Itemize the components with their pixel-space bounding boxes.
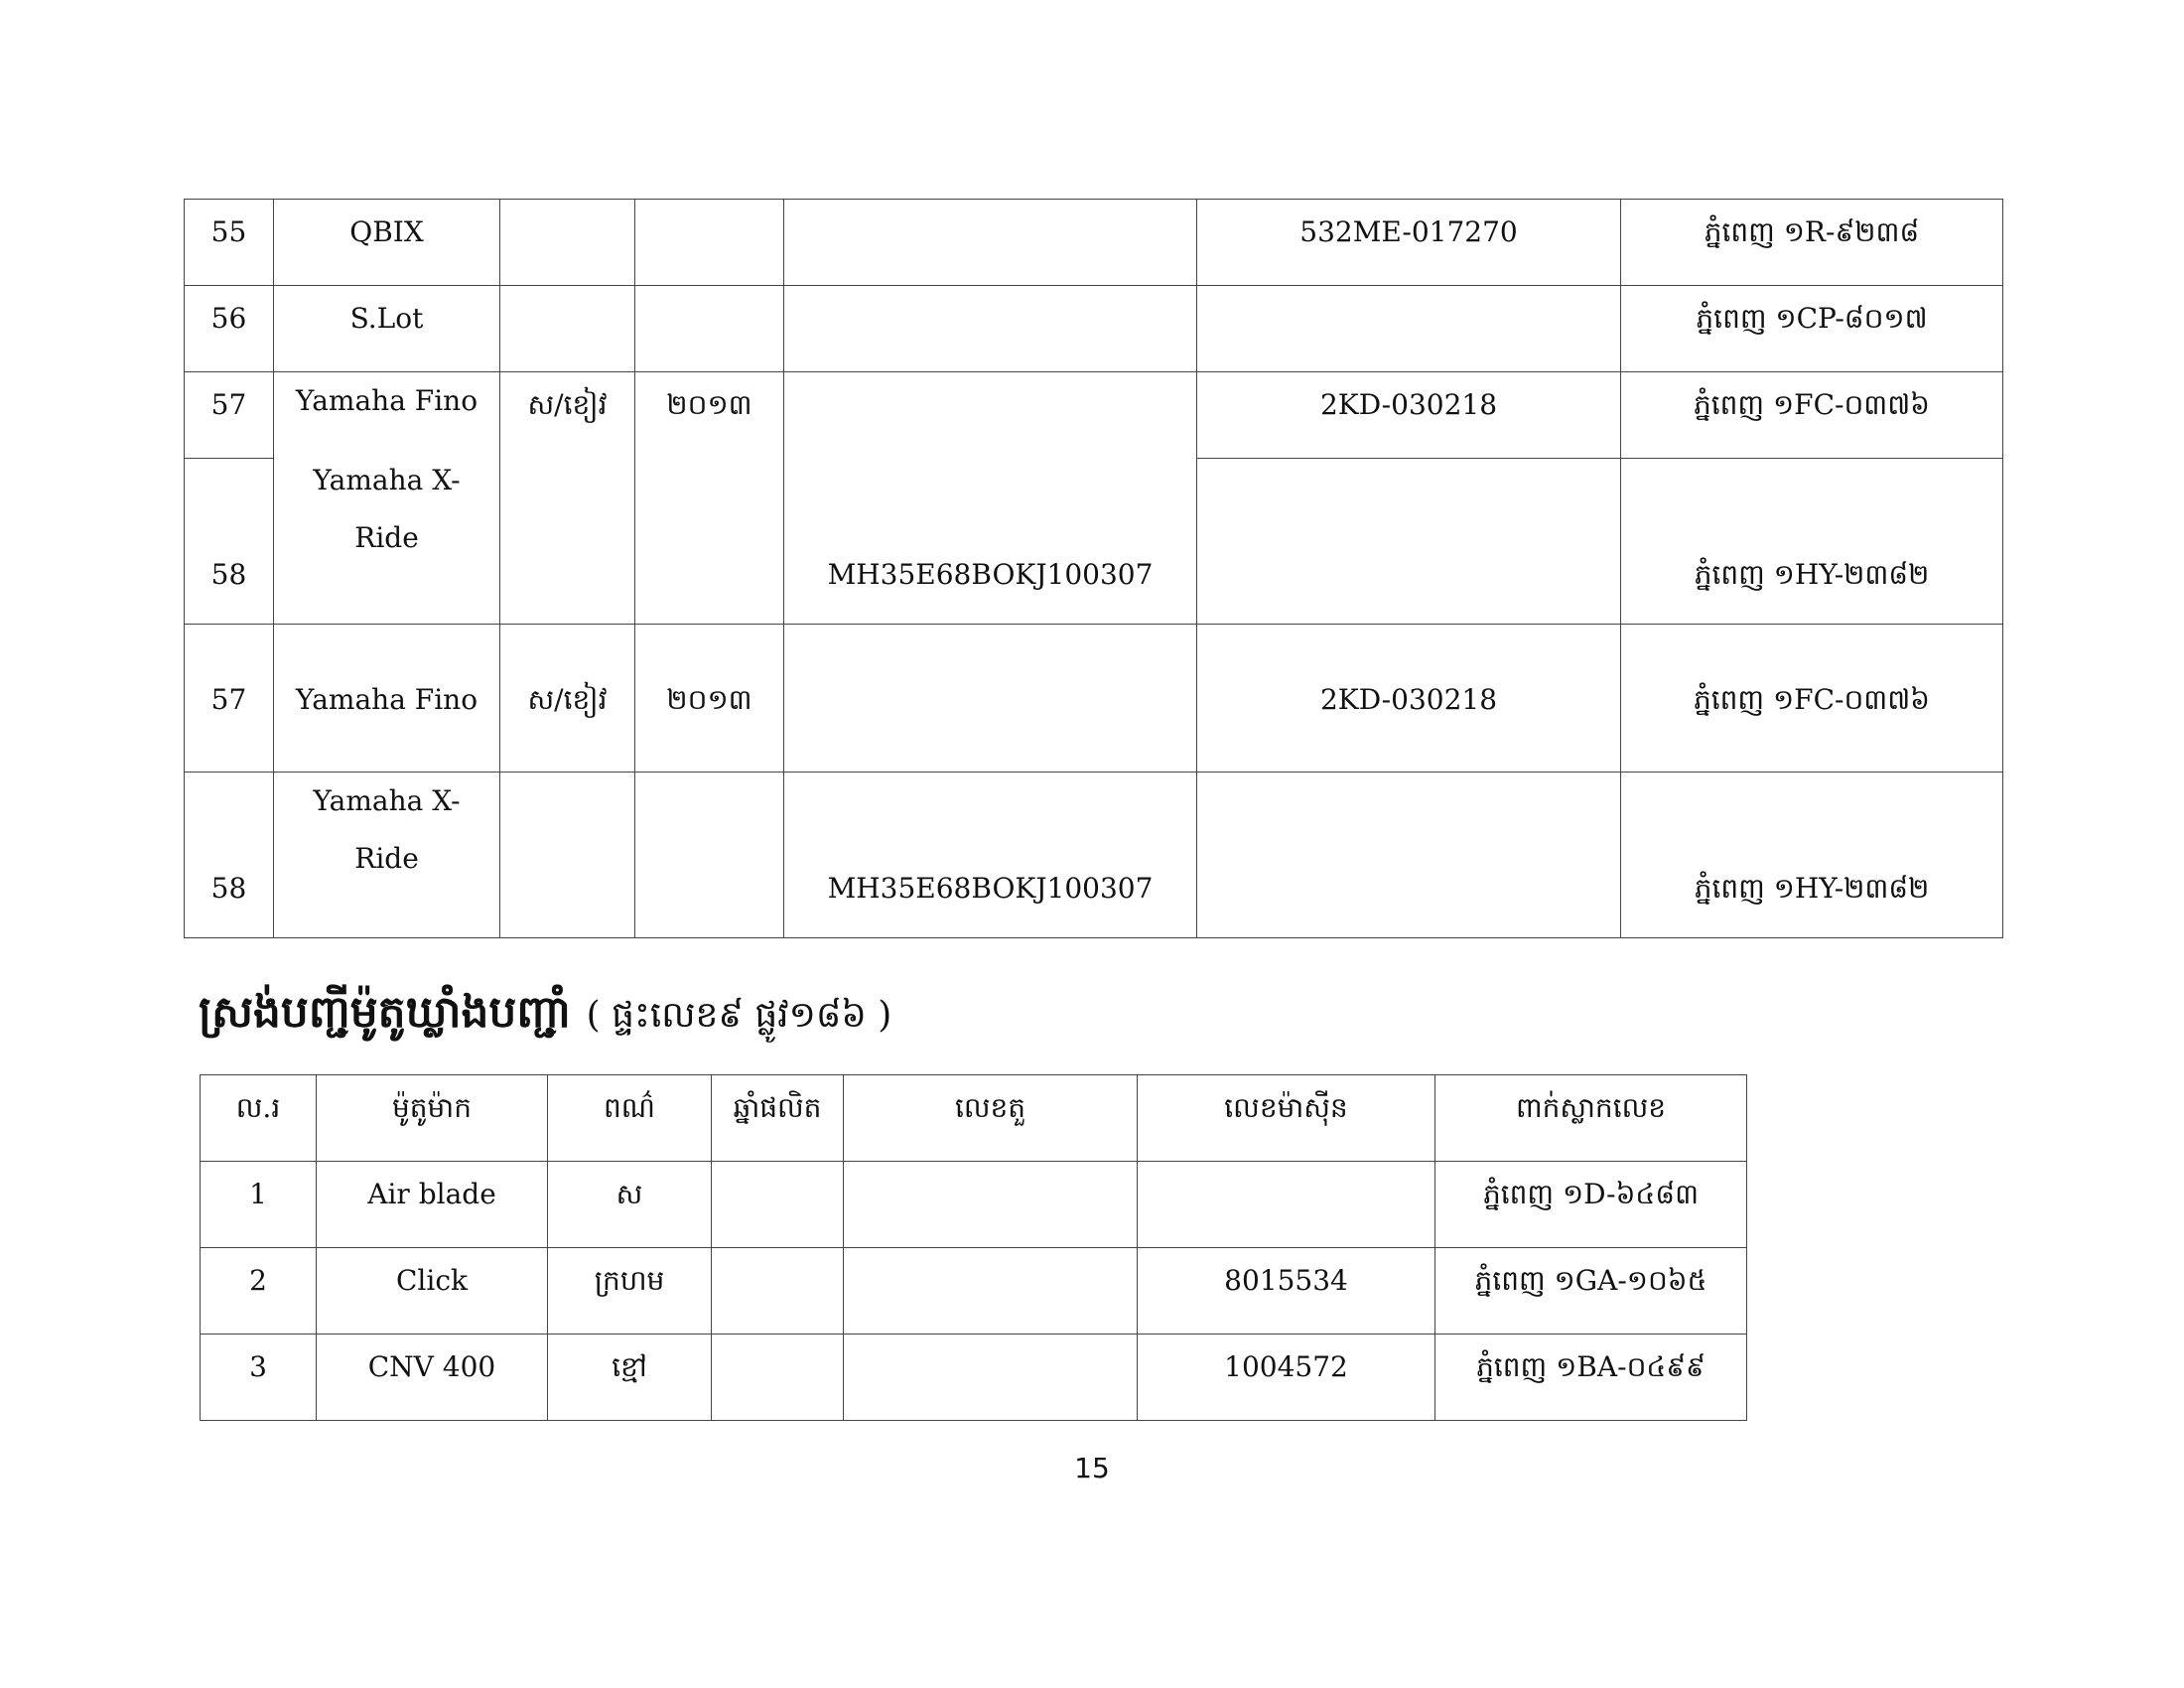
- license-plate: ភ្នំពេញ ១D-៦៤៨៣: [1435, 1162, 1747, 1248]
- engine-number: 532ME-017270: [1197, 200, 1621, 286]
- frame-number: [844, 1248, 1138, 1335]
- license-plate: ភ្នំពេញ ១GA-១០៦៥: [1435, 1248, 1747, 1335]
- frame-number: [784, 625, 1197, 773]
- section-subtitle: ( ផ្ទះលេខ៩ ផ្លូវ១៨៦ ): [586, 995, 892, 1036]
- frame-number: [784, 286, 1197, 372]
- vehicle-table-continued: [184, 199, 2003, 938]
- row-number: 56: [185, 286, 274, 372]
- color-cell: ស/ខៀវ: [500, 372, 635, 625]
- table-row: [185, 773, 2003, 938]
- color-cell: ស: [548, 1162, 712, 1248]
- motorcycle-model-line1: Yamaha X-: [313, 464, 461, 496]
- header-engine: លេខម៉ាស៊ីន: [1138, 1075, 1435, 1162]
- color-cell: [500, 773, 635, 938]
- year-cell: [712, 1248, 844, 1335]
- table-row: [201, 1248, 1747, 1335]
- engine-number: [1197, 286, 1621, 372]
- motorcycle-model: CNV 400: [317, 1335, 548, 1421]
- motorcycle-model-line2: Ride: [354, 842, 419, 875]
- color-cell: [500, 286, 635, 372]
- motorcycle-model: Yamaha Fino: [274, 625, 500, 773]
- header-year: ឆ្នាំផលិត: [712, 1075, 844, 1162]
- engine-number: [1197, 459, 1621, 625]
- motorcycle-model-merged: [274, 773, 500, 938]
- table-row: [185, 372, 2003, 459]
- table-row: [185, 625, 2003, 773]
- color-cell: ស/ខៀវ: [500, 625, 635, 773]
- row-number: 2: [201, 1248, 317, 1335]
- row-number: 55: [185, 200, 274, 286]
- motorcycle-model-line1: Yamaha X-: [313, 784, 461, 817]
- frame-number: MH35E68BOKJ100307: [784, 773, 1197, 938]
- engine-number: 1004572: [1138, 1335, 1435, 1421]
- license-plate: ភ្នំពេញ ១R-៩២៣៨: [1621, 200, 2003, 286]
- engine-number: 2KD-030218: [1197, 372, 1621, 459]
- license-plate: ភ្នំពេញ ១BA-០៤៩៩: [1435, 1335, 1747, 1421]
- row-number: 3: [201, 1335, 317, 1421]
- license-plate: ភ្នំពេញ ១FC-០៣៧៦: [1621, 625, 2003, 773]
- frame-number: [844, 1335, 1138, 1421]
- motorcycle-model-merged: [274, 372, 500, 625]
- year-cell: [635, 286, 784, 372]
- year-cell: [712, 1162, 844, 1248]
- header-frame: លេខតួ: [844, 1075, 1138, 1162]
- motorcycle-model: QBIX: [274, 200, 500, 286]
- year-cell: [635, 200, 784, 286]
- frame-number: [784, 200, 1197, 286]
- license-plate: ភ្នំពេញ ១CP-៨០១៧: [1621, 286, 2003, 372]
- license-plate: ភ្នំពេញ ១HY-២៣៨២: [1621, 459, 2003, 625]
- engine-number: 2KD-030218: [1197, 625, 1621, 773]
- header-number: ល.រ: [201, 1075, 317, 1162]
- section-heading: [199, 983, 891, 1046]
- row-number: 58: [185, 459, 274, 625]
- color-cell: [500, 200, 635, 286]
- row-number: 57: [185, 625, 274, 773]
- year-cell: ២០១៣: [635, 372, 784, 625]
- row-number: 58: [185, 773, 274, 938]
- table-row: [201, 1335, 1747, 1421]
- year-cell: [635, 773, 784, 938]
- row-number: 57: [185, 372, 274, 459]
- section-title: ស្រង់បញ្ជីម៉ូតូឃ្លាំងបញ្ជាំ: [199, 987, 572, 1038]
- table-row: [201, 1162, 1747, 1248]
- table-row: [185, 286, 2003, 372]
- frame-number: [844, 1162, 1138, 1248]
- frame-number: MH35E68BOKJ100307: [784, 372, 1197, 625]
- row-number: 1: [201, 1162, 317, 1248]
- license-plate: ភ្នំពេញ ១HY-២៣៨២: [1621, 773, 2003, 938]
- color-cell: ក្រហម: [548, 1248, 712, 1335]
- year-cell: [712, 1335, 844, 1421]
- motorcycle-model: S.Lot: [274, 286, 500, 372]
- table-header-row: [201, 1075, 1747, 1162]
- motorcycle-model-line2: Ride: [354, 521, 419, 554]
- engine-number: 8015534: [1138, 1248, 1435, 1335]
- table-row: [185, 200, 2003, 286]
- header-model: ម៉ូតូម៉ាក: [317, 1075, 548, 1162]
- header-color: ពណ៌: [548, 1075, 712, 1162]
- header-plate: ពាក់ស្លាកលេខ: [1435, 1075, 1747, 1162]
- license-plate: ភ្នំពេញ ១FC-០៣៧៦: [1621, 372, 2003, 459]
- year-cell: ២០១៣: [635, 625, 784, 773]
- engine-number: [1138, 1162, 1435, 1248]
- motorcycle-model: Air blade: [317, 1162, 548, 1248]
- color-cell: ខ្មៅ: [548, 1335, 712, 1421]
- motorcycle-model: Click: [317, 1248, 548, 1335]
- motorcycle-model: Yamaha Fino: [295, 384, 478, 417]
- page-number: 15: [1074, 1452, 1110, 1484]
- engine-number: [1197, 773, 1621, 938]
- warehouse-vehicle-table: [200, 1074, 1747, 1421]
